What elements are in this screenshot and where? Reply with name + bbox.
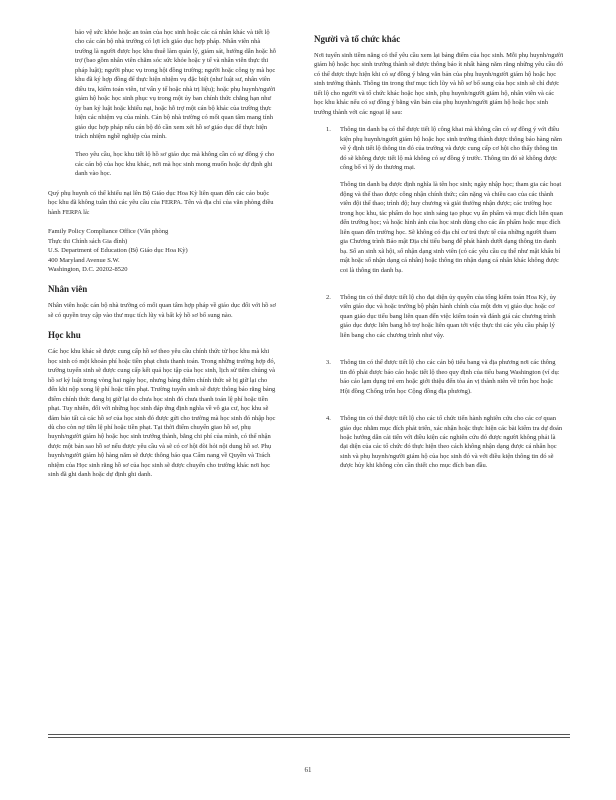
address-line: Washington, D.C. 20202-8520 xyxy=(48,265,128,273)
address-line: 400 Maryland Avenue S.W. xyxy=(48,256,120,264)
district-paragraph: Các học khu khác sẽ được cung cấp hồ sơ theo yêu cầu chính thức từ học khu mà khi học sinh có một khoản phí hoặc tiền phạt chưa thanh toán. Trong những trường hợp đó, trường tuyển sinh sẽ được cung cấp kết quả học tập của học sinh, lịch sử tiêm chủng và hồ sơ kỷ luật trong vòng hai ngày học, nhưng bảng điểm chính thức sẽ bị giữ lại cho đến khi nộp xong lệ phí hoặc tiền phạt. Trường tuyển sinh sẽ được thông báo rằng bảng điểm chính thức đang bị giữ lại do chưa học sinh đó chưa thanh toán lệ phí hoặc tiền phạt. Tuy nhiên, đối với những học sinh đáp ứng định nghĩa về vô gia cư, học khu sẽ đảm bảo tất cả các hồ sơ của học sinh đó được gửi cho trường mà học sinh đó nhập học dù cho còn nợ tiền lệ phí hoặc tiền phạt. Tại thời điểm chuyển giao hồ sơ, phụ huynh/người giám hộ hoặc học sinh trưởng thành, bằng chi phí của mình, có thể nhận được một bản sao hồ sơ nếu được yêu cầu và sẽ có cơ hội đòi hỏi nội dung hồ sơ. Phụ huynh/người giám hộ hàng năm sẽ được thông báo qua Cẩm nang về Quyền và Trách nhiệm của Học sinh rằng hồ sơ của học sinh sẽ được chuyển cho trường khác nơi học sinh đã ghi danh hoặc dự định ghi danh. xyxy=(48,348,276,479)
page-number: 61 xyxy=(304,766,312,774)
staff-paragraph: Nhân viên hoặc cán bộ nhà trường có mối quan tâm hợp pháp về giáo dục đối với hồ sơ sẽ có quyền truy cập vào thư mục tích lũy và bất kỳ hồ sơ bổ sung nào. xyxy=(48,302,276,319)
paragraph: Thông tin có thể được tiết lộ cho các tổ chức tiến hành nghiên cứu cho các cơ quan giáo dục nhằm mục đích phát triển, xác nhận hoặc thực hiện các bài kiểm tra dự đoán hoặc hướng dẫn cải tiến với điều kiện các nghiên cứu đó được người không phải là đại diện của các tổ chức đó thực hiện theo cách không nhận dạng được cá nhân học sinh và phụ huynh/người giám hộ của học sinh đó và với điều kiện thông tin đó sẽ được hủy khi không còn cần thiết cho mục đích ban đầu. xyxy=(340,415,563,470)
list-item xyxy=(314,358,564,404)
paragraph: Thông tin có thể được tiết lộ cho các cán bộ tiểu bang và địa phương nơi các thông tin đó phải được báo cáo hoặc tiết lộ theo quy định của tiểu bang Washington (ví dụ: báo cáo lạm dụng trẻ em hoặc giới thiệu đến tòa án vị thành niên về trốn học hoặc Hội đồng Chống trốn học Cộng đồng địa phương). xyxy=(340,359,560,395)
item-body xyxy=(340,414,564,479)
item-body xyxy=(340,293,564,348)
paragraph: Thông tin danh bạ được định nghĩa là tên học sinh; ngày nhập học; tham gia các hoạt động và thể thao được công nhận chính thức; cân nặng và chiều cao của các thành viên đội thể thao; trình độ; huy chương và giải thưởng nhận được; các trường học trong học khu, tác phẩm do học sinh sáng tạo phục vụ ấn phẩm và mục đích liên quan đến trường học; và hoặc hình ảnh của học sinh dùng cho các ấn phẩm hoặc mục đích liên quan đến trường học. Sẽ không có địa chỉ cư trú thực tế của những người tham gia Chương trình Bảo mật Địa chỉ tiểu bang để phát hành dưới dạng thông tin danh bạ. Số an sinh xã hội, số nhận dạng sinh viên (có các yêu cầu cụ thể như mật khẩu bí mật hoặc số nhận dạng cá nhân) hoặc thông tin nhận dạng cá nhân khác không được coi là thông tin danh bạ. xyxy=(340,181,563,274)
right-column xyxy=(314,28,564,489)
others-heading: Người và tổ chức khác xyxy=(314,34,401,44)
paragraph: bảo vệ sức khỏe hoặc an toàn của học sinh hoặc các cá nhân khác và tiết lộ cho các cán bộ nhà trường có lợi ích giáo dục hợp pháp. Nhân viên nhà trường là người được học khu thuê làm quản lý, giám sát, hướng dẫn hoặc hỗ trợ (bao gồm nhân viên chăm sóc sức khỏe hoặc y tế và nhân viên thực thi pháp luật); người phục vụ trong hội đồng trường; người hoặc công ty mà học khu đã ký hợp đồng để thực hiện nhiệm vụ đặc biệt (như luật sư, nhân viên điều tra, kiểm toán viên, tư vấn y tế hoặc nhà trị liệu); hoặc phụ huynh/người giám hộ hoặc học sinh phục vụ trong một ủy ban chính thức chẳng hạn như ủy ban kỷ luật hoặc khiếu nại, hoặc hỗ trợ một cán bộ khác của trường thực hiện các nhiệm vụ của mình. Cán bộ nhà trường có mối quan tâm mang tính giáo dục hợp pháp nếu cán bộ đó cần xem xét hồ sơ giáo dục để thực hiện trách nhiệm nghề nghiệp của mình. xyxy=(75,29,276,140)
item-body xyxy=(340,358,564,404)
paragraph: Theo yêu cầu, học khu tiết lộ hồ sơ giáo dục mà không cần có sự đồng ý cho các cán bộ của học khu khác, nơi mà học sinh mong muốn hoặc dự định ghi danh vào học. xyxy=(75,151,275,178)
exceptions-list xyxy=(314,125,564,479)
list-item xyxy=(314,125,564,283)
item-number: 4. xyxy=(326,415,331,423)
list-item xyxy=(314,414,564,479)
item-number: 3. xyxy=(326,359,331,367)
address-line: U.S. Department of Education (Bộ Giáo dục Hoa Kỳ) xyxy=(48,247,188,255)
indented-continuation xyxy=(48,28,276,179)
paragraph: Thông tin có thể được tiết lộ cho đại diện ủy quyền của tổng kiểm toán Hoa Kỳ, ủy viên giáo dục và hoặc trường bộ phận hành chính của một đơn vị giáo dục hoặc cơ quan giáo dục tiểu bang liên quan đến việc kiểm toán và đánh giá các chương trình giáo dục được liên bang hỗ trợ hoặc liên quan tới việc thực thi các yêu cầu pháp lý liên bang cho các chương trình như vậy. xyxy=(340,293,557,339)
item-number: 2. xyxy=(326,293,331,301)
paragraph: Thông tin danh bạ có thể được tiết lộ công khai mà không cần có sự đồng ý với điều kiện phụ huynh/người giám hộ hoặc học sinh trưởng thành được thông báo hàng năm về ý định tiết lộ thông tin đó của trường và được cung cấp cơ hội cho thấy thông tin đó sẽ không được tiết lộ mà không có sự đồng ý trước. Thông tin đó sẽ không được công bố vì lý do thương mại. xyxy=(340,126,562,171)
address-line: Family Policy Compliance Office (Văn phòng xyxy=(48,228,169,236)
left-column xyxy=(48,28,276,490)
complaint-paragraph: Quý phụ huynh có thể khiếu nại lên Bộ Giáo dục Hoa Kỳ liên quan đến các cáo buộc học khu đã không tuân thủ các yêu cầu của FERPA. Tên và địa chỉ của văn phòng điều hành FERPA là: xyxy=(48,189,274,216)
district-heading: Học khu xyxy=(48,330,81,341)
list-item xyxy=(314,293,564,348)
staff-heading: Nhân viên xyxy=(48,284,88,295)
address-line: Thực thi Chính sách Gia đình) xyxy=(48,237,128,245)
footer-divider xyxy=(48,734,570,735)
item-number: 1. xyxy=(326,126,331,134)
ferpa-office-address xyxy=(48,227,276,274)
others-intro: Nơi tuyển sinh tiềm năng có thể yêu cầu xem lại bảng điểm của học sinh. Mỗi phụ huynh/người giám hộ hoặc học sinh trưởng thành sẽ được thông báo ít nhất hàng năm rằng những yêu cầu đó có thể được thực hiện khi có sự đồng ý bằng văn bản của phụ huynh/người giám hộ hoặc học sinh trưởng thành. Thông tin trong thư mục tích lũy và hồ sơ bổ sung của học sinh sẽ chỉ được tiết lộ cho người và tổ chức khác hoặc học sinh, phụ huynh/người giám hộ, nhân viên và các học khu khác nếu có sự đồng ý bằng văn bản của phụ huynh/người giám hộ hoặc học sinh trưởng thành với các ngoại lệ sau: xyxy=(314,52,564,116)
item-body xyxy=(340,125,564,283)
footer-divider xyxy=(48,737,570,738)
